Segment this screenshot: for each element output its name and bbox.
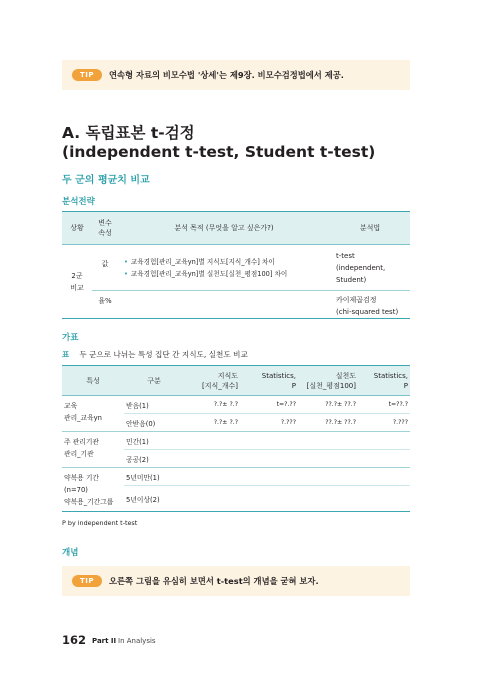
cell-knowledge [184,468,240,486]
tip-box-bottom [62,566,410,596]
row-category: 안받음(0) [124,414,184,432]
strategy-header-row [62,212,410,245]
cell-knowledge [184,450,240,468]
row-feature: 주 관리기관 관리_기관 [62,432,124,468]
cell-stat1 [240,486,298,512]
purpose-item: • 교육경험[관리_교육yn]별 실천도[실천_평점100] 차이 [124,268,330,280]
cell-practice [298,486,358,512]
row-category: 5년이상(2) [124,486,184,512]
strategy-attr: 값 [101,260,109,268]
row-category: 공공(2) [124,450,184,468]
strategy-row [62,291,410,319]
cell-stat2 [358,432,410,450]
section-title [62,124,375,162]
cell-practice [298,450,358,468]
footer-part: Part II [92,637,117,645]
cell-practice: ??.?± ??.? [298,414,358,432]
tip-badge: TIP [72,575,102,587]
row-category: 5년미만(1) [124,468,184,486]
table-caption-text: 두 군으로 나뉘는 특성 집단 간 지식도, 실천도 비교 [79,350,248,359]
col-header-stat1: Statistics, P [240,366,298,396]
table-row [62,468,410,486]
cell-knowledge: ?.?± ?.? [184,396,240,414]
table-row [62,396,410,414]
cell-stat1 [240,468,298,486]
cell-knowledge [184,486,240,512]
table-note: P by independent t-test [62,519,138,527]
cell-practice [298,432,358,450]
row-category: 받음(1) [124,396,184,414]
col-header-category: 구분 [124,366,184,396]
row-category: 민간(1) [124,432,184,450]
cell-stat1: ?.??? [240,414,298,432]
table-heading: 가표 [62,333,79,343]
cell-stat1: t=?.?? [240,396,298,414]
strategy-header-purpose: 분석 목적 (무엇을 알고 싶은가?) [118,212,330,245]
section-subtitle: 두 군의 평균치 비교 [62,175,150,186]
row-feature: 교육 관리_교육yn [62,396,124,432]
section-title-line2: (independent t-test, Student t-test) [62,143,376,161]
cell-stat2 [358,486,410,512]
strategy-header-method: 분석법 [330,212,410,245]
tip-text: 연속형 자료의 비모수법 '상세'는 제9장. 비모수검정법에서 제공. [109,70,344,80]
cell-stat2 [358,468,410,486]
strategy-purpose-cell [118,291,330,319]
strategy-heading: 분석전략 [62,197,95,207]
cell-stat2 [358,450,410,468]
purpose-item: • 교육경험[관리_교육yn]별 지식도[지식_개수] 차이 [124,256,330,268]
row-feature: 약복용 기간 (n=70) 약복용_기간그룹 [62,468,124,512]
strategy-purpose-cell [118,245,330,291]
strategy-row [62,245,410,291]
strategy-table [62,211,410,319]
strategy-header-situation: 상황 [62,212,92,245]
tip-box-top [62,60,410,90]
page-number: 162 [62,633,87,647]
cell-stat2: ?.??? [358,414,410,432]
strategy-attr: 율% [92,291,118,319]
cell-stat1 [240,450,298,468]
strategy-situation: 2군 비교 [62,245,92,319]
purpose-list [124,256,330,280]
table-row [62,432,410,450]
strategy-method: 카이제곱검정 (chi-squared test) [330,291,410,319]
col-header-knowledge: 지식도 [지식_개수] [184,366,240,396]
cell-stat1 [240,432,298,450]
section-title-line1: A. 독립표본 t-검정 [62,124,195,142]
strategy-header-attr: 변수 속성 [92,212,118,245]
col-header-practice: 실천도 [실천_평점100] [298,366,358,396]
tip-badge: TIP [72,69,102,81]
comparison-header-row [62,366,410,396]
cell-knowledge [184,432,240,450]
cell-knowledge: ?.?± ?.? [184,414,240,432]
strategy-method: t-test (independent, Student) [336,251,386,284]
tip-text: 오른쪽 그림을 유심히 보면서 t-test의 개념을 굳혀 보자. [109,576,319,586]
comparison-table [62,365,410,512]
cell-practice: ??.?± ??.? [298,396,358,414]
col-header-stat2: Statistics, P [358,366,410,396]
cell-practice [298,468,358,486]
table-caption-label: 표 [62,350,70,359]
footer-section: In Analysis [118,637,156,645]
table-caption [62,349,248,360]
cell-stat2: t=??.? [358,396,410,414]
concept-heading: 개념 [62,548,79,558]
col-header-feature: 특성 [62,366,124,396]
